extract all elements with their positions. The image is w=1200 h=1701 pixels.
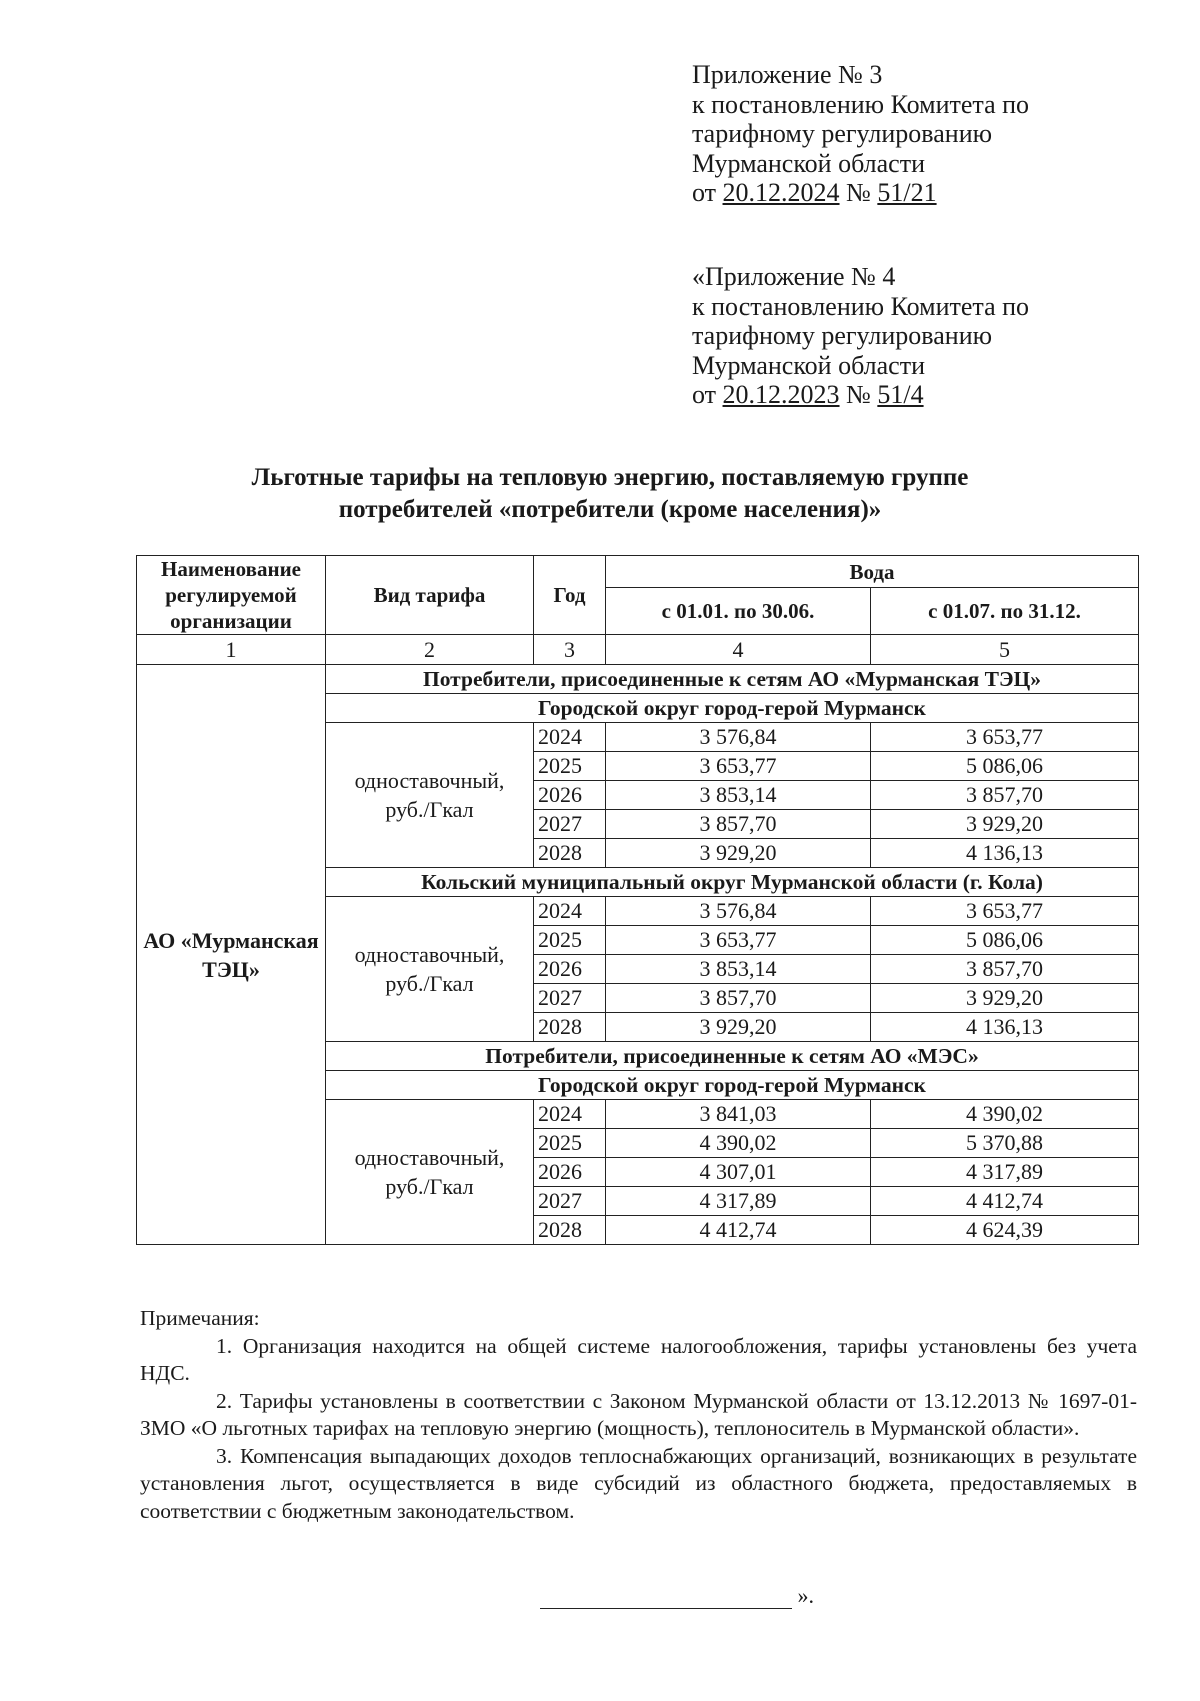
period2-value: 4 624,39 [871,1216,1139,1245]
appendix-4-line4: Мурманской области [692,350,925,380]
appendix-3-number-prefix: № [839,178,878,207]
subsection-heading: Городской округ город-герой Мурманск [326,694,1139,723]
notes-block [140,1305,1137,1525]
appendix-3-number: 51/21 [877,178,937,207]
year-cell: 2024 [534,897,606,926]
period2-value: 5 370,88 [871,1129,1139,1158]
year-cell: 2025 [534,752,606,781]
year-cell: 2028 [534,1013,606,1042]
appendix-4-number: 51/4 [877,380,924,409]
column-number: 5 [871,635,1139,665]
year-cell: 2027 [534,984,606,1013]
year-cell: 2028 [534,839,606,868]
year-cell: 2026 [534,781,606,810]
tariff-type-cell: одноставочный, руб./Гкал [326,723,534,868]
appendix-4-line2: к постановлению Комитета по [692,291,1030,321]
period2-value: 4 412,74 [871,1187,1139,1216]
period1-value: 3 576,84 [606,723,871,752]
note-item: 1. Организация находится на общей системе налогообложения, тарифы установлены без учета НДС. [140,1333,1137,1385]
notes-heading: Примечания: [140,1306,260,1330]
column-number: 2 [326,635,534,665]
appendix-3-line4: Мурманской области [692,148,925,178]
appendix-4-date: 20.12.2023 [722,380,840,409]
period1-value: 3 857,70 [606,810,871,839]
section-heading: Потребители, присоединенные к сетям АО «МЭС» [326,1042,1139,1071]
header-org: Наименование регулируемой организации [137,556,326,635]
period2-value: 4 136,13 [871,1013,1139,1042]
period2-value: 5 086,06 [871,752,1139,781]
signature-rule [540,1588,792,1609]
period1-value: 3 929,20 [606,1013,871,1042]
period1-value: 3 653,77 [606,752,871,781]
year-cell: 2024 [534,723,606,752]
period1-value: 3 929,20 [606,839,871,868]
period1-value: 4 390,02 [606,1129,871,1158]
tariff-table [136,555,1139,1245]
period2-value: 3 857,70 [871,781,1139,810]
tariff-type-cell: одноставочный, руб./Гкал [326,897,534,1042]
period2-value: 4 136,13 [871,839,1139,868]
appendix-4-line1: «Приложение № 4 [692,262,896,291]
period2-value: 3 929,20 [871,810,1139,839]
period2-value: 3 929,20 [871,984,1139,1013]
period2-value: 4 390,02 [871,1100,1139,1129]
column-number-row [137,635,1139,665]
column-number: 3 [534,635,606,665]
year-cell: 2027 [534,810,606,839]
appendix-3-line1: Приложение № 3 [692,60,883,89]
section-heading-row [137,665,1139,694]
appendix-3-line2: к постановлению Комитета по [692,89,1030,119]
appendix-3-line3: тарифному регулированию [692,119,993,148]
appendix-3-block [692,60,1152,208]
year-cell: 2026 [534,955,606,984]
period1-value: 3 857,70 [606,984,871,1013]
note-item: 2. Тарифы установлены в соответствии с Законом Мурманской области от 13.12.2013 № 1697-01-ЗМО «О льготных тарифах на тепловую энергию (мощность), теплоноситель в Мурманской области». [140,1388,1137,1440]
appendix-4-date-line [692,380,1152,410]
subsection-heading: Городской округ город-герой Мурманск [326,1071,1139,1100]
year-cell: 2025 [534,926,606,955]
closing-quote: ». [797,1583,814,1608]
period1-value: 3 653,77 [606,926,871,955]
period2-value: 4 317,89 [871,1158,1139,1187]
period1-value: 4 317,89 [606,1187,871,1216]
period1-value: 3 853,14 [606,955,871,984]
appendix-3-date-line [692,178,1152,208]
table-header-row [137,556,1139,588]
period1-value: 3 853,14 [606,781,871,810]
period1-value: 3 841,03 [606,1100,871,1129]
title-line2: потребителей «потребители (кроме населения)» [338,496,882,523]
tariff-type-cell: одноставочный, руб./Гкал [326,1100,534,1245]
year-cell: 2028 [534,1216,606,1245]
document-title [130,462,1090,526]
period2-value: 3 653,77 [871,723,1139,752]
period2-value: 5 086,06 [871,926,1139,955]
appendix-4-number-prefix: № [839,380,878,409]
period1-value: 4 412,74 [606,1216,871,1245]
note-item: 3. Компенсация выпадающих доходов теплоснабжающих организаций, возникающих в результате установления льгот, осуществляется в виде субсидий из областного бюджета, предоставляемых в соответствии с бюджетным законодательством. [140,1443,1137,1523]
header-period2: с 01.07. по 31.12. [871,588,1139,635]
period2-value: 3 653,77 [871,897,1139,926]
header-water: Вода [606,556,1139,588]
period2-value: 3 857,70 [871,955,1139,984]
section-heading: Потребители, присоединенные к сетям АО «Мурманская ТЭЦ» [326,665,1139,694]
closing-line [540,1583,840,1609]
title-line1: Льготные тарифы на тепловую энергию, поставляемую группе [251,464,969,491]
organization-name: АО «Мурманская ТЭЦ» [137,665,326,1245]
appendix-4-block [692,262,1152,410]
appendix-3-date-prefix: от [692,178,723,207]
year-cell: 2026 [534,1158,606,1187]
subsection-heading: Кольский муниципальный округ Мурманской области (г. Кола) [326,868,1139,897]
year-cell: 2024 [534,1100,606,1129]
period1-value: 3 576,84 [606,897,871,926]
header-tariff-type: Вид тарифа [326,556,534,635]
appendix-4-line3: тарифному регулированию [692,321,993,350]
year-cell: 2025 [534,1129,606,1158]
appendix-3-date: 20.12.2024 [722,178,840,207]
header-period1: с 01.01. по 30.06. [606,588,871,635]
appendix-4-date-prefix: от [692,380,723,409]
year-cell: 2027 [534,1187,606,1216]
header-year: Год [534,556,606,635]
column-number: 4 [606,635,871,665]
column-number: 1 [137,635,326,665]
period1-value: 4 307,01 [606,1158,871,1187]
